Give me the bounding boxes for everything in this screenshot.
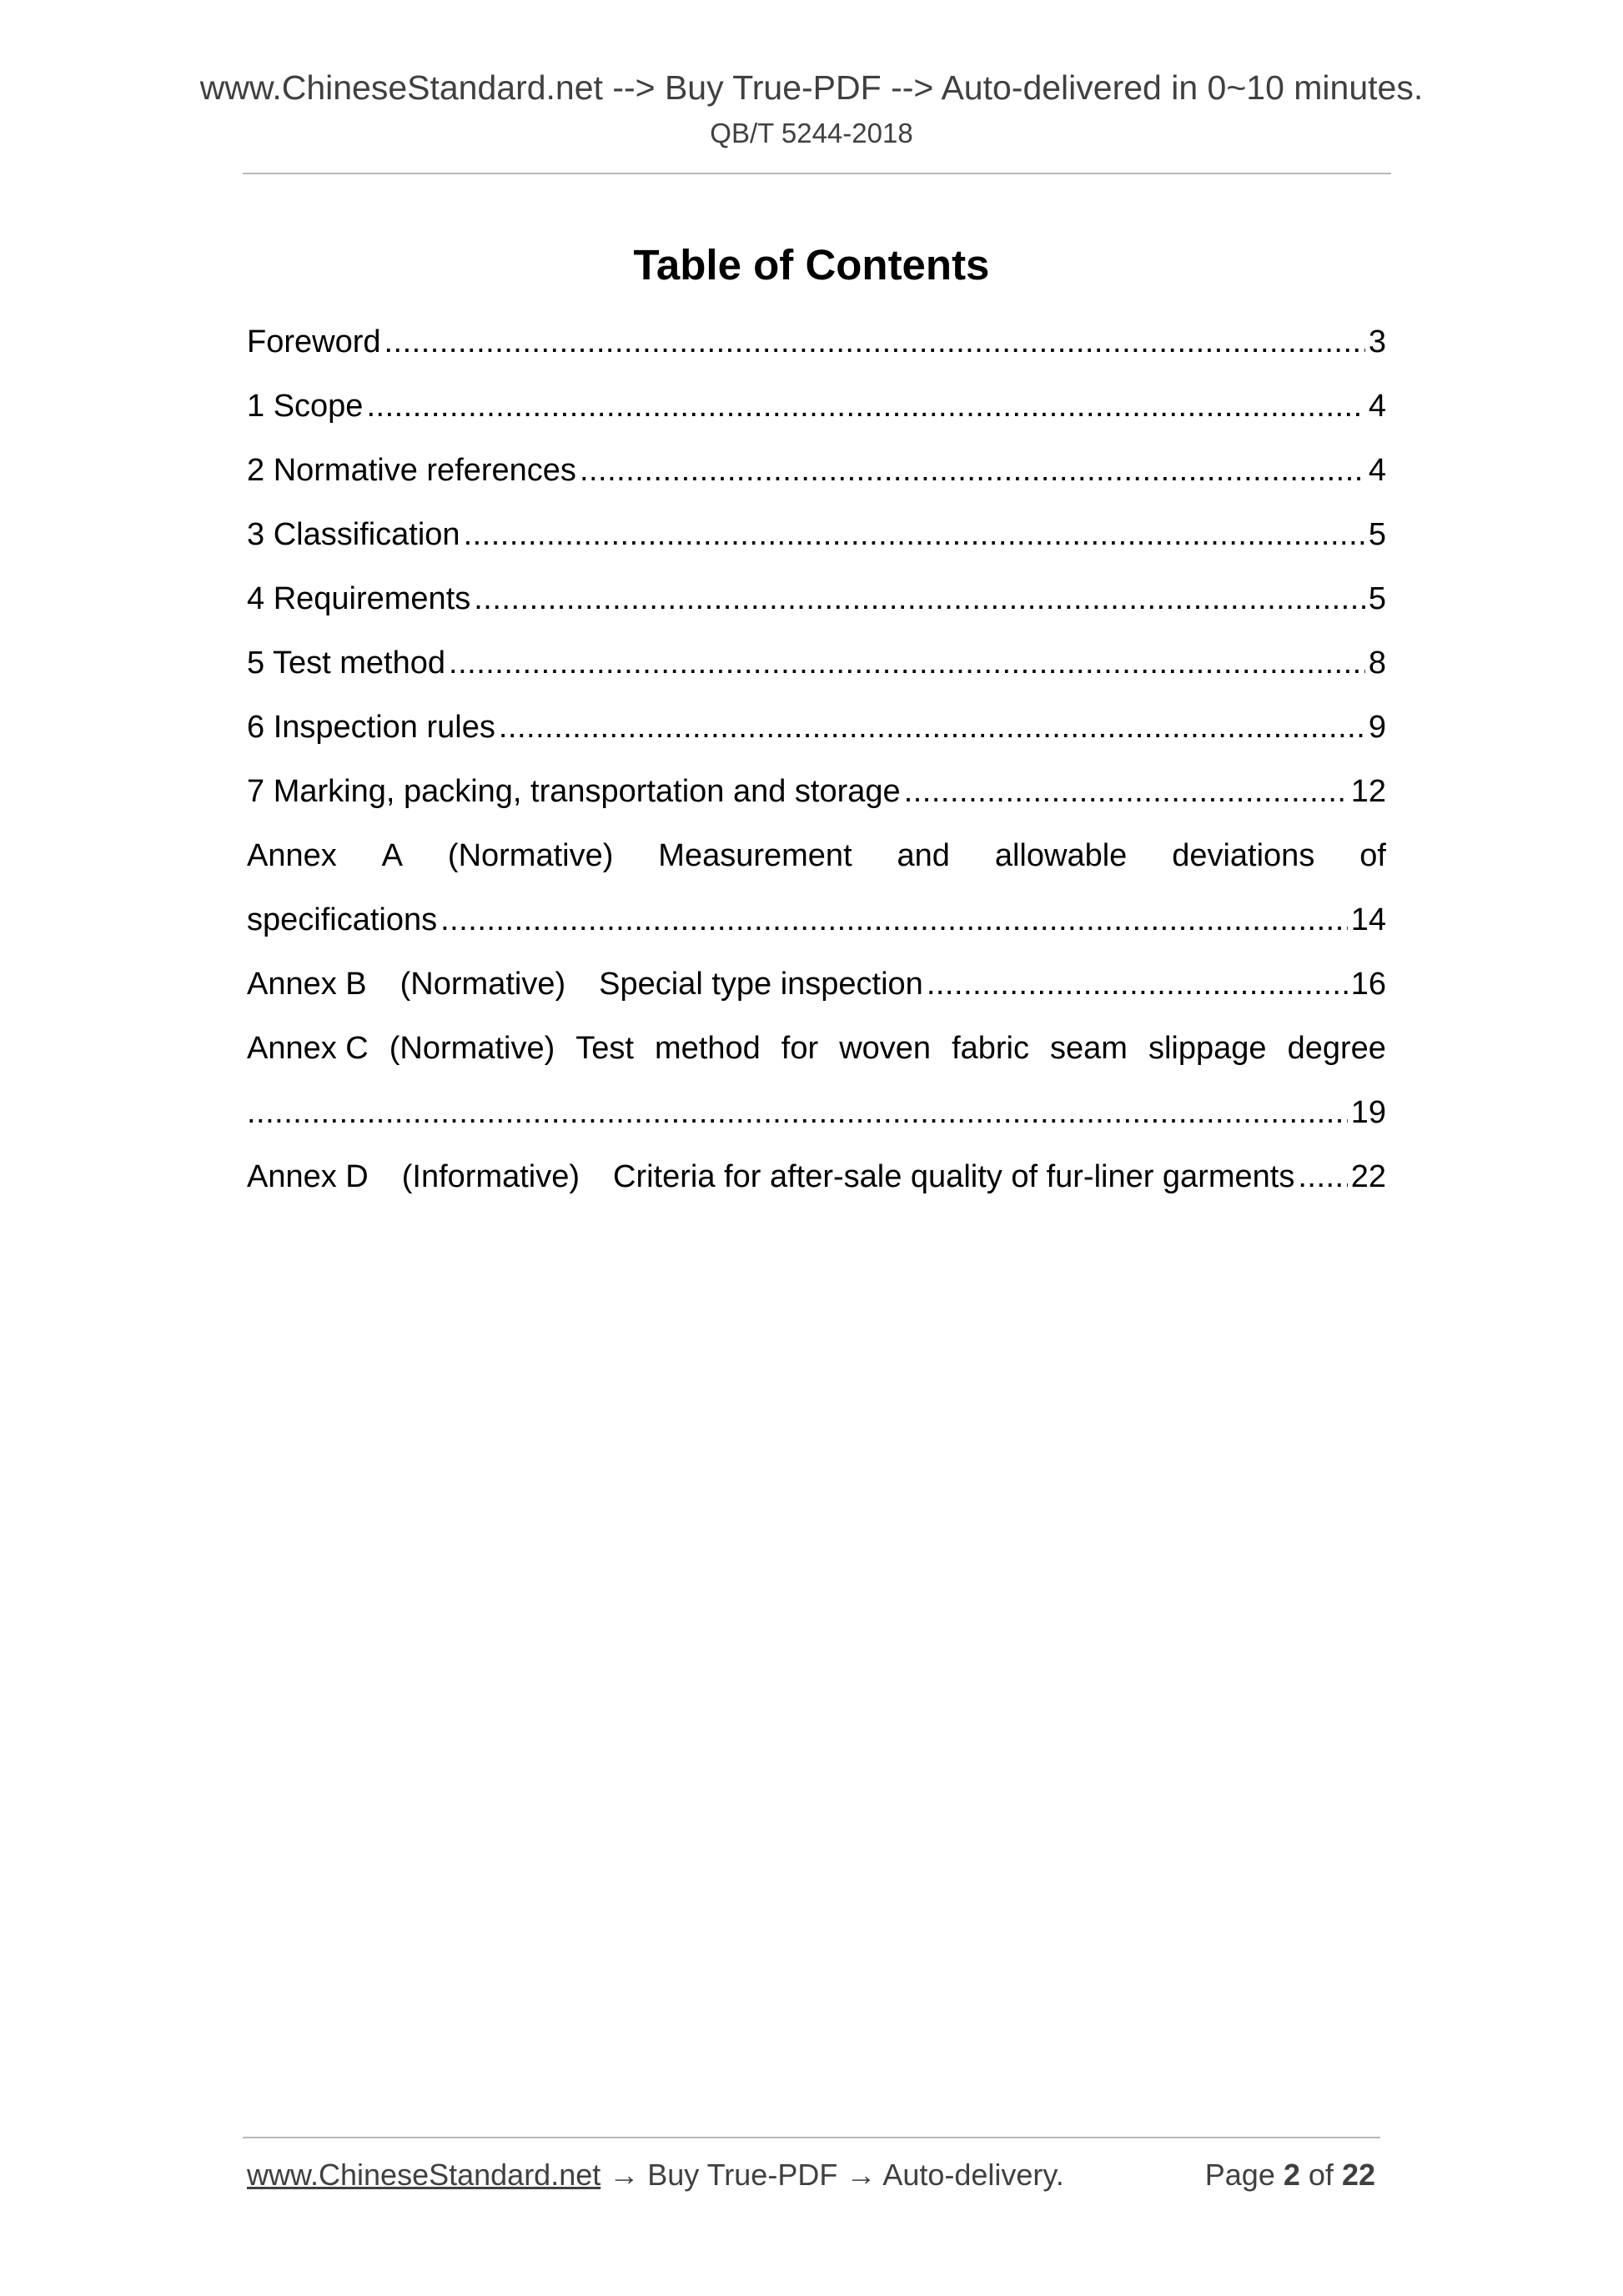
toc-leader-dots	[247, 1093, 1348, 1133]
footer-divider	[243, 2137, 1380, 2138]
toc-entry-label: 3 Classification	[247, 517, 460, 552]
toc-word: Special type inspection	[599, 967, 923, 1002]
toc-entry-label	[247, 1157, 1294, 1197]
toc-leader-dots	[366, 386, 1364, 426]
toc-word: Criteria for after-sale quality of fur-liner garments	[613, 1159, 1295, 1194]
toc-entry-scope[interactable]	[247, 386, 1386, 450]
toc-word: A	[381, 838, 404, 873]
header-divider	[243, 173, 1391, 174]
toc-entry-annex-c-continued[interactable]	[247, 1093, 1386, 1157]
toc-entry-foreword[interactable]	[247, 322, 1386, 386]
toc-entry-test-method[interactable]	[247, 643, 1386, 707]
toc-entry-page: 5	[1368, 517, 1386, 552]
header-banner: www.ChineseStandard.net --> Buy True-PDF --> Auto-delivered in 0~10 minutes.	[199, 68, 1424, 107]
toc-entry-annex-a[interactable]	[247, 836, 1386, 900]
toc-word: seam	[1050, 1031, 1128, 1066]
toc-word: for	[781, 1031, 819, 1066]
standard-code: QB/T 5244-2018	[710, 118, 913, 148]
toc-leader-dots	[440, 900, 1348, 940]
toc-word: Annex B	[247, 967, 367, 1002]
toc-leader-dots	[499, 707, 1365, 747]
toc-entry-annex-c[interactable]	[247, 1028, 1386, 1093]
total-pages-number: 22	[1341, 2158, 1375, 2192]
toc-word: Test	[575, 1031, 634, 1066]
of-word: of	[1308, 2158, 1334, 2192]
toc-entry-label: 4 Requirements	[247, 581, 471, 616]
page-indicator	[1205, 2156, 1375, 2194]
toc-leader-dots	[384, 322, 1365, 362]
toc-entry-label: 7 Marking, packing, transportation and storage	[247, 774, 901, 809]
toc-entry-page: 12	[1350, 774, 1386, 809]
toc-entry-annex-b[interactable]	[247, 964, 1386, 1028]
toc-word: slippage	[1148, 1031, 1267, 1066]
toc-leader-dots	[464, 515, 1365, 555]
current-page-number: 2	[1283, 2158, 1300, 2192]
toc-leader-dots	[474, 579, 1365, 619]
toc-entry-page: 19	[1350, 1095, 1386, 1130]
toc-entry-label: Foreword	[247, 324, 381, 359]
toc-word: Annex D	[247, 1159, 369, 1194]
toc-entry-label: 6 Inspection rules	[247, 710, 495, 745]
toc-word: fabric	[952, 1031, 1029, 1066]
toc-word: (Normative)	[389, 1031, 555, 1066]
toc-entry-normative-references[interactable]	[247, 450, 1386, 515]
toc-word: (Normative)	[399, 967, 566, 1002]
toc-entry-label: 5 Test method	[247, 646, 446, 681]
toc-word: Annex C	[247, 1031, 369, 1066]
toc-word: deviations	[1172, 838, 1315, 873]
toc-word: woven	[839, 1031, 932, 1066]
toc-entry-marking-packing[interactable]	[247, 771, 1386, 836]
toc-leader-dots	[904, 771, 1348, 811]
toc-word: Measurement	[658, 838, 852, 873]
toc-entry-label: 1 Scope	[247, 389, 364, 424]
toc-word: (Informative)	[401, 1159, 580, 1194]
toc-entry-page: 4	[1368, 453, 1386, 488]
toc-word: Annex	[247, 838, 337, 873]
page-word: Page	[1204, 2158, 1275, 2192]
toc-entry-page: 3	[1368, 324, 1386, 359]
toc-leader-dots	[580, 450, 1365, 490]
toc-entry-page: 16	[1350, 967, 1386, 1002]
toc-entry-inspection-rules[interactable]	[247, 707, 1386, 771]
toc-word: method	[655, 1031, 761, 1066]
toc-entry-label: 2 Normative references	[247, 453, 576, 488]
toc-word: and	[897, 838, 950, 873]
toc-word: degree	[1287, 1031, 1386, 1066]
toc-word: of	[1359, 838, 1386, 873]
toc-entry-page: 9	[1368, 710, 1386, 745]
toc-entry-annex-a-continued[interactable]	[247, 900, 1386, 964]
toc-leader-dots	[927, 964, 1348, 1004]
toc-entry-page: 8	[1368, 646, 1386, 681]
toc-entry-annex-d[interactable]	[247, 1157, 1386, 1221]
table-of-contents	[247, 322, 1386, 1221]
footer-tagline: → Buy True-PDF → Auto-delivery.	[600, 2158, 1064, 2192]
toc-leader-dots	[449, 643, 1365, 683]
toc-entry-label	[247, 964, 923, 1004]
toc-entry-page: 22	[1350, 1159, 1386, 1194]
toc-word: (Normative)	[447, 838, 614, 873]
footer-promo	[247, 2156, 1064, 2194]
toc-entry-requirements[interactable]	[247, 579, 1386, 643]
toc-entry-page: 4	[1368, 389, 1386, 424]
toc-entry-classification[interactable]	[247, 515, 1386, 579]
toc-word: allowable	[994, 838, 1128, 873]
footer-site-link[interactable]: www.ChineseStandard.net	[247, 2158, 601, 2192]
toc-title: Table of Contents	[633, 241, 990, 289]
toc-entry-page: 5	[1368, 581, 1386, 616]
toc-entry-page: 14	[1350, 902, 1386, 937]
toc-leader-dots	[1298, 1157, 1347, 1197]
toc-entry-label: specifications	[247, 902, 438, 937]
